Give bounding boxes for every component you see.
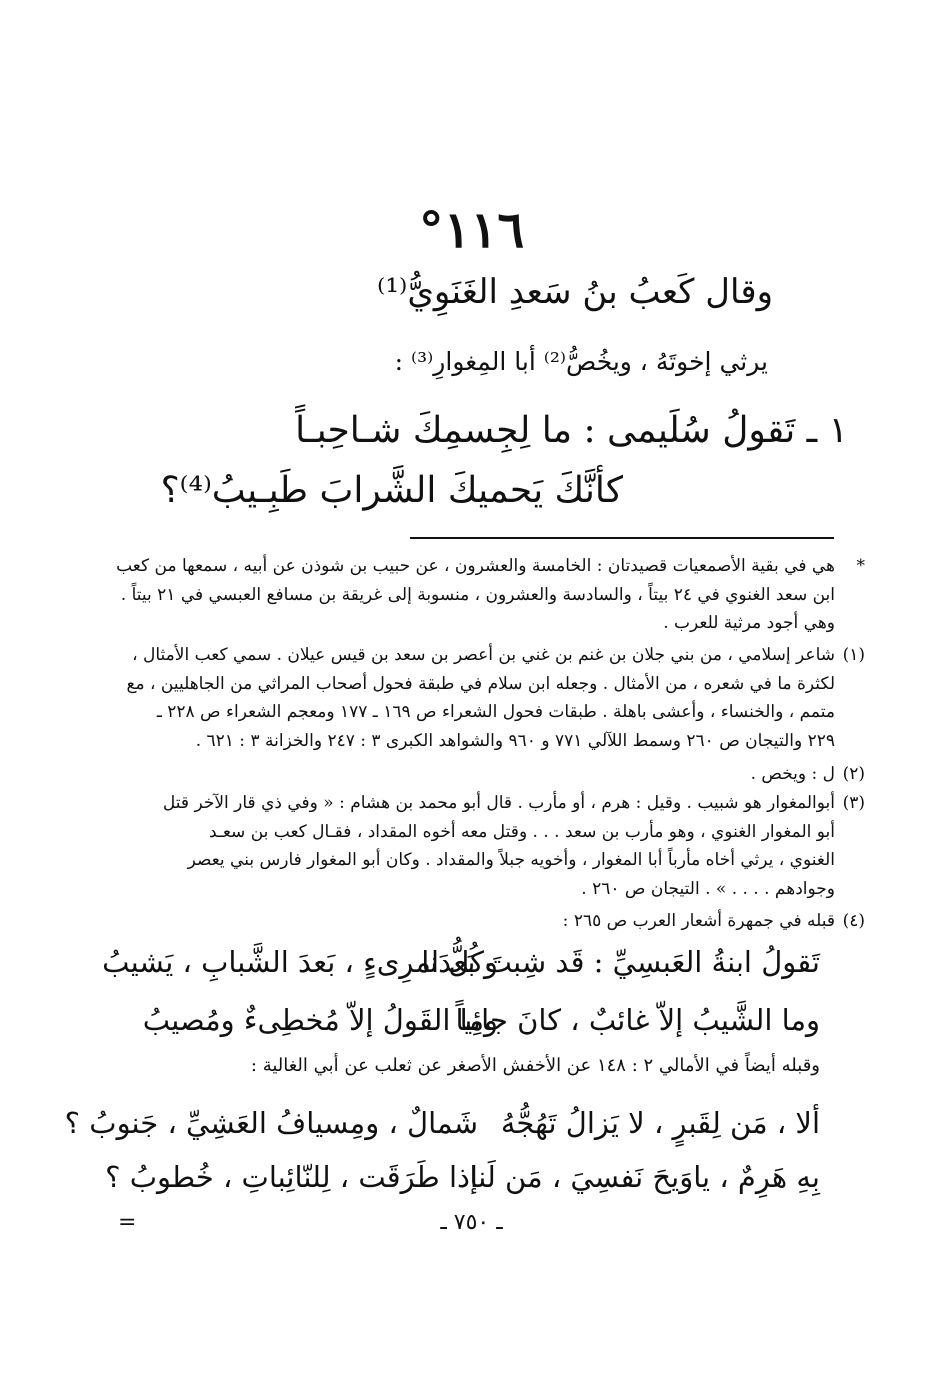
footnote-line: الغنوي ، يرثي أخاه مأرباً أبا المغوار ، وأخويه جبلاً والمقداد . وكان أبو المغوار فارس بني يعصر [187, 850, 835, 870]
footnote-2 [105, 760, 865, 789]
footnote-1 [105, 641, 865, 755]
cited-verse-second-hemistich: شَمالٌ ، ومِسيافُ العَشِيِّ ، جَنوبُ ؟ [64, 1106, 478, 1140]
cited-verse-first-hemistich: تَقولُ ابنةُ العَبسِيِّ : قَد شِبتَ بَعدَنا [421, 945, 820, 979]
footnote-line: شاعر إسلامي ، من بني جلان بن غنم بن غني بن أعصر بن سعد بن قيس عيلان . سمي كعب الأمثال ، [132, 645, 835, 665]
footnote-line: ابن سعد الغنوي في ٢٤ بيتاً ، والسادسة والعشرون ، منسوبة إلى غريقة بن مسافع العبسي في ٢١ بيتاً . [120, 584, 835, 605]
footnote-3 [105, 789, 865, 903]
footnote-mark: (٤) [842, 911, 865, 931]
page-number: ـ ٧٥٠ ـ [440, 1210, 503, 1235]
continuation-mark: = [118, 1210, 137, 1235]
footnote-line: ٢٢٩ والتيجان ص ٢٦٠ وسمط اللآلي ٧٧١ و ٩٦٠ والشواهد الكبرى ٣ : ٢٤٧ والخزانة ٣ : ٦٢١ . [195, 730, 835, 751]
verse-second-hemistich: كأنَّكَ يَحميكَ الشَّرابَ طَبِـيبُ⁽⁴⁾؟ [160, 470, 623, 511]
cited-verse-second-hemistich: وما القَولُ إلاّ مُخطِىءٌ ومُصيبُ [142, 1003, 498, 1037]
poem-number: ١١٦° [418, 200, 525, 259]
cited-verse-first-hemistich: بِهِ هَرِمٌ ، ياوَيحَ نَفسِيَ ، مَن لَنا [469, 1160, 820, 1194]
footnote-star [105, 552, 865, 638]
cited-verse-second-hemistich: وكُلُّ امرِىءٍ ، بَعدَ الشَّبابِ ، يَشيبُ [102, 945, 498, 979]
footnote-line: ل : ويخص . [750, 764, 835, 784]
footnote-line: أبوالمغوار هو شبيب . وقيل : هرم ، أو مأرب . قال أبو محمد بن هشام : « وفي ذي قار الآخر قتل [162, 793, 835, 813]
cited-verse-first-hemistich: وما الشَّيبُ إلاّ غائبٌ ، كانَ جائِياً [455, 1003, 820, 1037]
footnote-4 [105, 907, 865, 936]
footnote-line: وجوادهم . . . . » . التيجان ص ٢٦٠ . [581, 878, 835, 899]
footnote-mark: (٣) [842, 793, 865, 813]
verse-first-hemistich: ١ ـ تَقولُ سُلَيمى : ما لِجِسمِكَ شـاحِبـاً [295, 410, 848, 451]
footnote-mark: * [856, 556, 865, 576]
footnote-line: لكثرة ما في شعره ، من الأمثال . وجعله ابن سلام في طبقة فحول أصحاب المراثي من الجاهليين ، مع [126, 673, 835, 694]
amali-note: وقبله أيضاً في الأمالي ٢ : ١٤٨ عن الأخفش الأصغر عن ثعلب عن أبي الغالية : [250, 1055, 820, 1076]
poem-heading: وقال كَعبُ بنُ سَعدِ الغَنَوِيُّ⁽¹⁾ [376, 272, 773, 312]
poem-subheading: يرثي إخوتَهُ ، ويخُصُّ⁽²⁾ أبا المِغوارِ⁽³⁾ : [394, 347, 768, 376]
footnote-line: هي في بقية الأصمعيات قصيدتان : الخامسة والعشرون ، عن حبيب بن شوذن عن أبيه ، سمعها من كعب [116, 556, 835, 576]
footnote-line: قبله في جمهرة أشعار العرب ص ٢٦٥ : [562, 911, 835, 931]
footnote-mark: (١) [842, 645, 865, 665]
footnote-line: وهي أجود مرثية للعرب . [663, 613, 835, 633]
footnote-divider [410, 537, 834, 539]
footnote-line: أبو المغوار الغنوي ، وهو مأرب بن سعد . . . وقتل معه أخوه المقداد ، فقـال كعب بن سعـد [208, 821, 835, 842]
footnote-mark: (٢) [842, 764, 865, 784]
cited-verse-second-hemistich: إذا طَرَقَت ، لِلنّائِباتِ ، خُطوبُ ؟ [105, 1160, 478, 1194]
footnote-line: متمم ، والخنساء ، وأعشى باهلة . طبقات فحول الشعراء ص ١٦٩ ـ ١٧٧ ومعجم الشعراء ص ٢٢٨ ـ [156, 702, 835, 722]
cited-verse-first-hemistich: ألا ، مَن لِقَبرٍ ، لا يَزالُ تَهُجُّهُ [500, 1106, 820, 1140]
